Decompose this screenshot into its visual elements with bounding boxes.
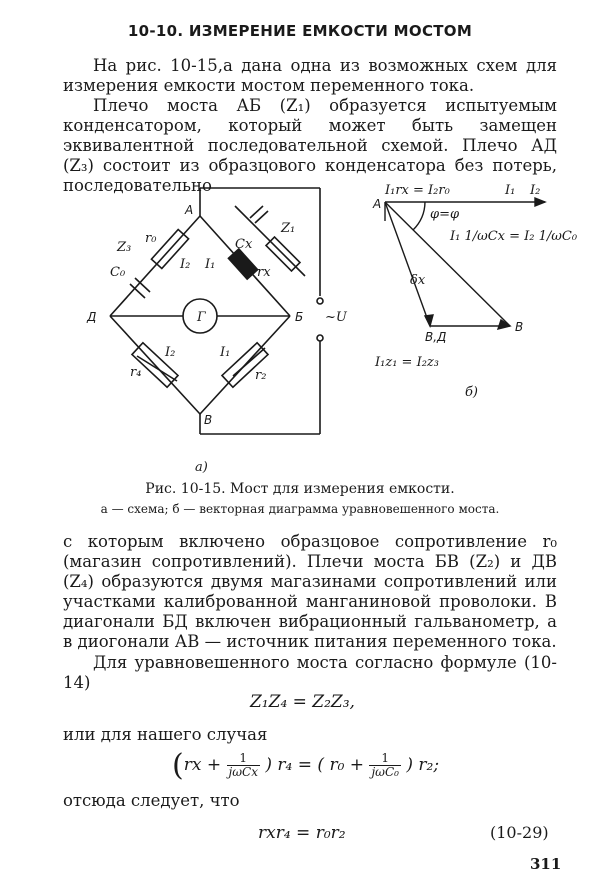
frac-right: $\frac{1}{\text{jωC₀}}$ [371, 751, 399, 779]
paragraph-arms: Плечо моста АБ (Z₁) образуется испытуемым конденсатором, который может быть замещен эквивалентной последовательной схемой. Плечо АД (Z₃) состоит из образцового конденсатора без потерь, последовательно [63, 96, 557, 195]
arrow-current [535, 198, 545, 206]
caption-main: Рис. 10-15. Мост для измерения емкости. [145, 481, 455, 497]
cap-z1-plate2 [255, 211, 268, 223]
page-number: 311 [530, 855, 562, 873]
figure-svg [85, 176, 578, 476]
label-i2-bottom: I₂ [165, 345, 176, 360]
equation-number: (10-29) [490, 823, 549, 842]
formula2-end: ) r₂; [406, 755, 440, 775]
paragraph-case: или для нашего случая [63, 725, 268, 744]
vector-diagram [385, 198, 545, 329]
vector-vd: В,Д [425, 330, 447, 344]
vector-mid-eq: I₁ 1/ωCx = I₂ 1/ωC₀ [450, 229, 578, 244]
cap-z1-plate1 [250, 206, 263, 218]
node-label-v: В [204, 413, 213, 427]
galvanometer-label: Г [197, 310, 206, 325]
source-label: ~U [325, 310, 347, 325]
label-z1: Z₁ [281, 221, 296, 236]
capacitor-cx [228, 249, 257, 279]
label-r2: r₂ [255, 368, 267, 383]
terminal-upper [317, 298, 323, 304]
formula-impedance: Z₁Z₄ = Z₂Z₃, [250, 692, 355, 712]
label-r4: r₄ [130, 365, 142, 380]
vector-phi: φ=φ [430, 207, 460, 222]
figure-10-15 [85, 176, 578, 476]
subfigure-label-b: б) [465, 385, 479, 400]
vector-a: A [373, 197, 382, 211]
angle-arc [413, 202, 425, 230]
formula2-right-r: r₀ + [329, 755, 365, 775]
label-r0: r₀ [145, 231, 157, 246]
formula2-left-r: rx + [183, 755, 222, 775]
formula-result: rxr₄ = r₀r₂ [258, 823, 346, 843]
frac-left: $\frac{1}{\text{jωCx}}$ [228, 751, 258, 779]
label-cx: Cx [235, 237, 253, 252]
section-heading: 10-10. ИЗМЕРЕНИЕ ЕМКОСТИ МОСТОМ [127, 22, 473, 40]
vector-i2: I₂ [530, 183, 541, 198]
node-label-d: Д [87, 310, 97, 324]
paragraph-intro: На рис. 10-15,а дана одна из возможных схем для измерения емкости мостом переменного тока. [63, 56, 557, 95]
paragraph-resistor: с которым включено образцовое сопротивление r₀ (магазин сопротивлений). Плечи моста БВ (Z₂) и ДВ (Z₄) образуются двумя магазинами сопротивлений или участками калиброванной манганиновой проволоки. В диагонали БД включен вибрационный гальванометр, а в диогонали АВ — источник питания переменного тока. [63, 532, 557, 651]
vector-ad [385, 202, 430, 326]
vector-i1: I₁ [505, 183, 516, 198]
paragraph-balance: Для уравновешенного моста согласно формуле (10-14) [63, 653, 557, 692]
wire-d-v [110, 316, 200, 414]
arrow-b [498, 320, 510, 329]
subfigure-label-a: а) [195, 460, 208, 475]
label-i2-top: I₂ [180, 257, 191, 272]
arrow-vd [425, 315, 433, 326]
formula-balance: (rx + $\frac{1}{\text{jωCx}}$ ) r₄ = ( r₀ + $\frac{1}{\text{jωC₀}}$ ) r₂; [172, 748, 440, 783]
vector-bottom-eq: I₁z₁ = I₂z₃ [375, 355, 439, 370]
label-i1-top: I₁ [205, 257, 216, 272]
label-i1-bottom: I₁ [220, 345, 231, 360]
vector-top-eq: I₁rx = I₂r₀ [385, 183, 450, 198]
vector-delta: δx [410, 273, 426, 288]
label-z3: Z₃ [117, 240, 132, 255]
caption-sub: а — схема; б — векторная диаграмма уравновешенного моста. [100, 502, 500, 516]
paragraph-follows: отсюда следует, что [63, 791, 240, 810]
label-rx: rx [257, 265, 271, 280]
node-label-a: А [185, 203, 194, 217]
vector-b: В [515, 320, 524, 334]
terminal-lower [317, 335, 323, 341]
node-label-b: Б [295, 310, 304, 324]
label-c0: C₀ [110, 265, 126, 280]
formula2-r4: ) r₄ = ( [265, 755, 325, 775]
figure-caption [0, 480, 600, 519]
